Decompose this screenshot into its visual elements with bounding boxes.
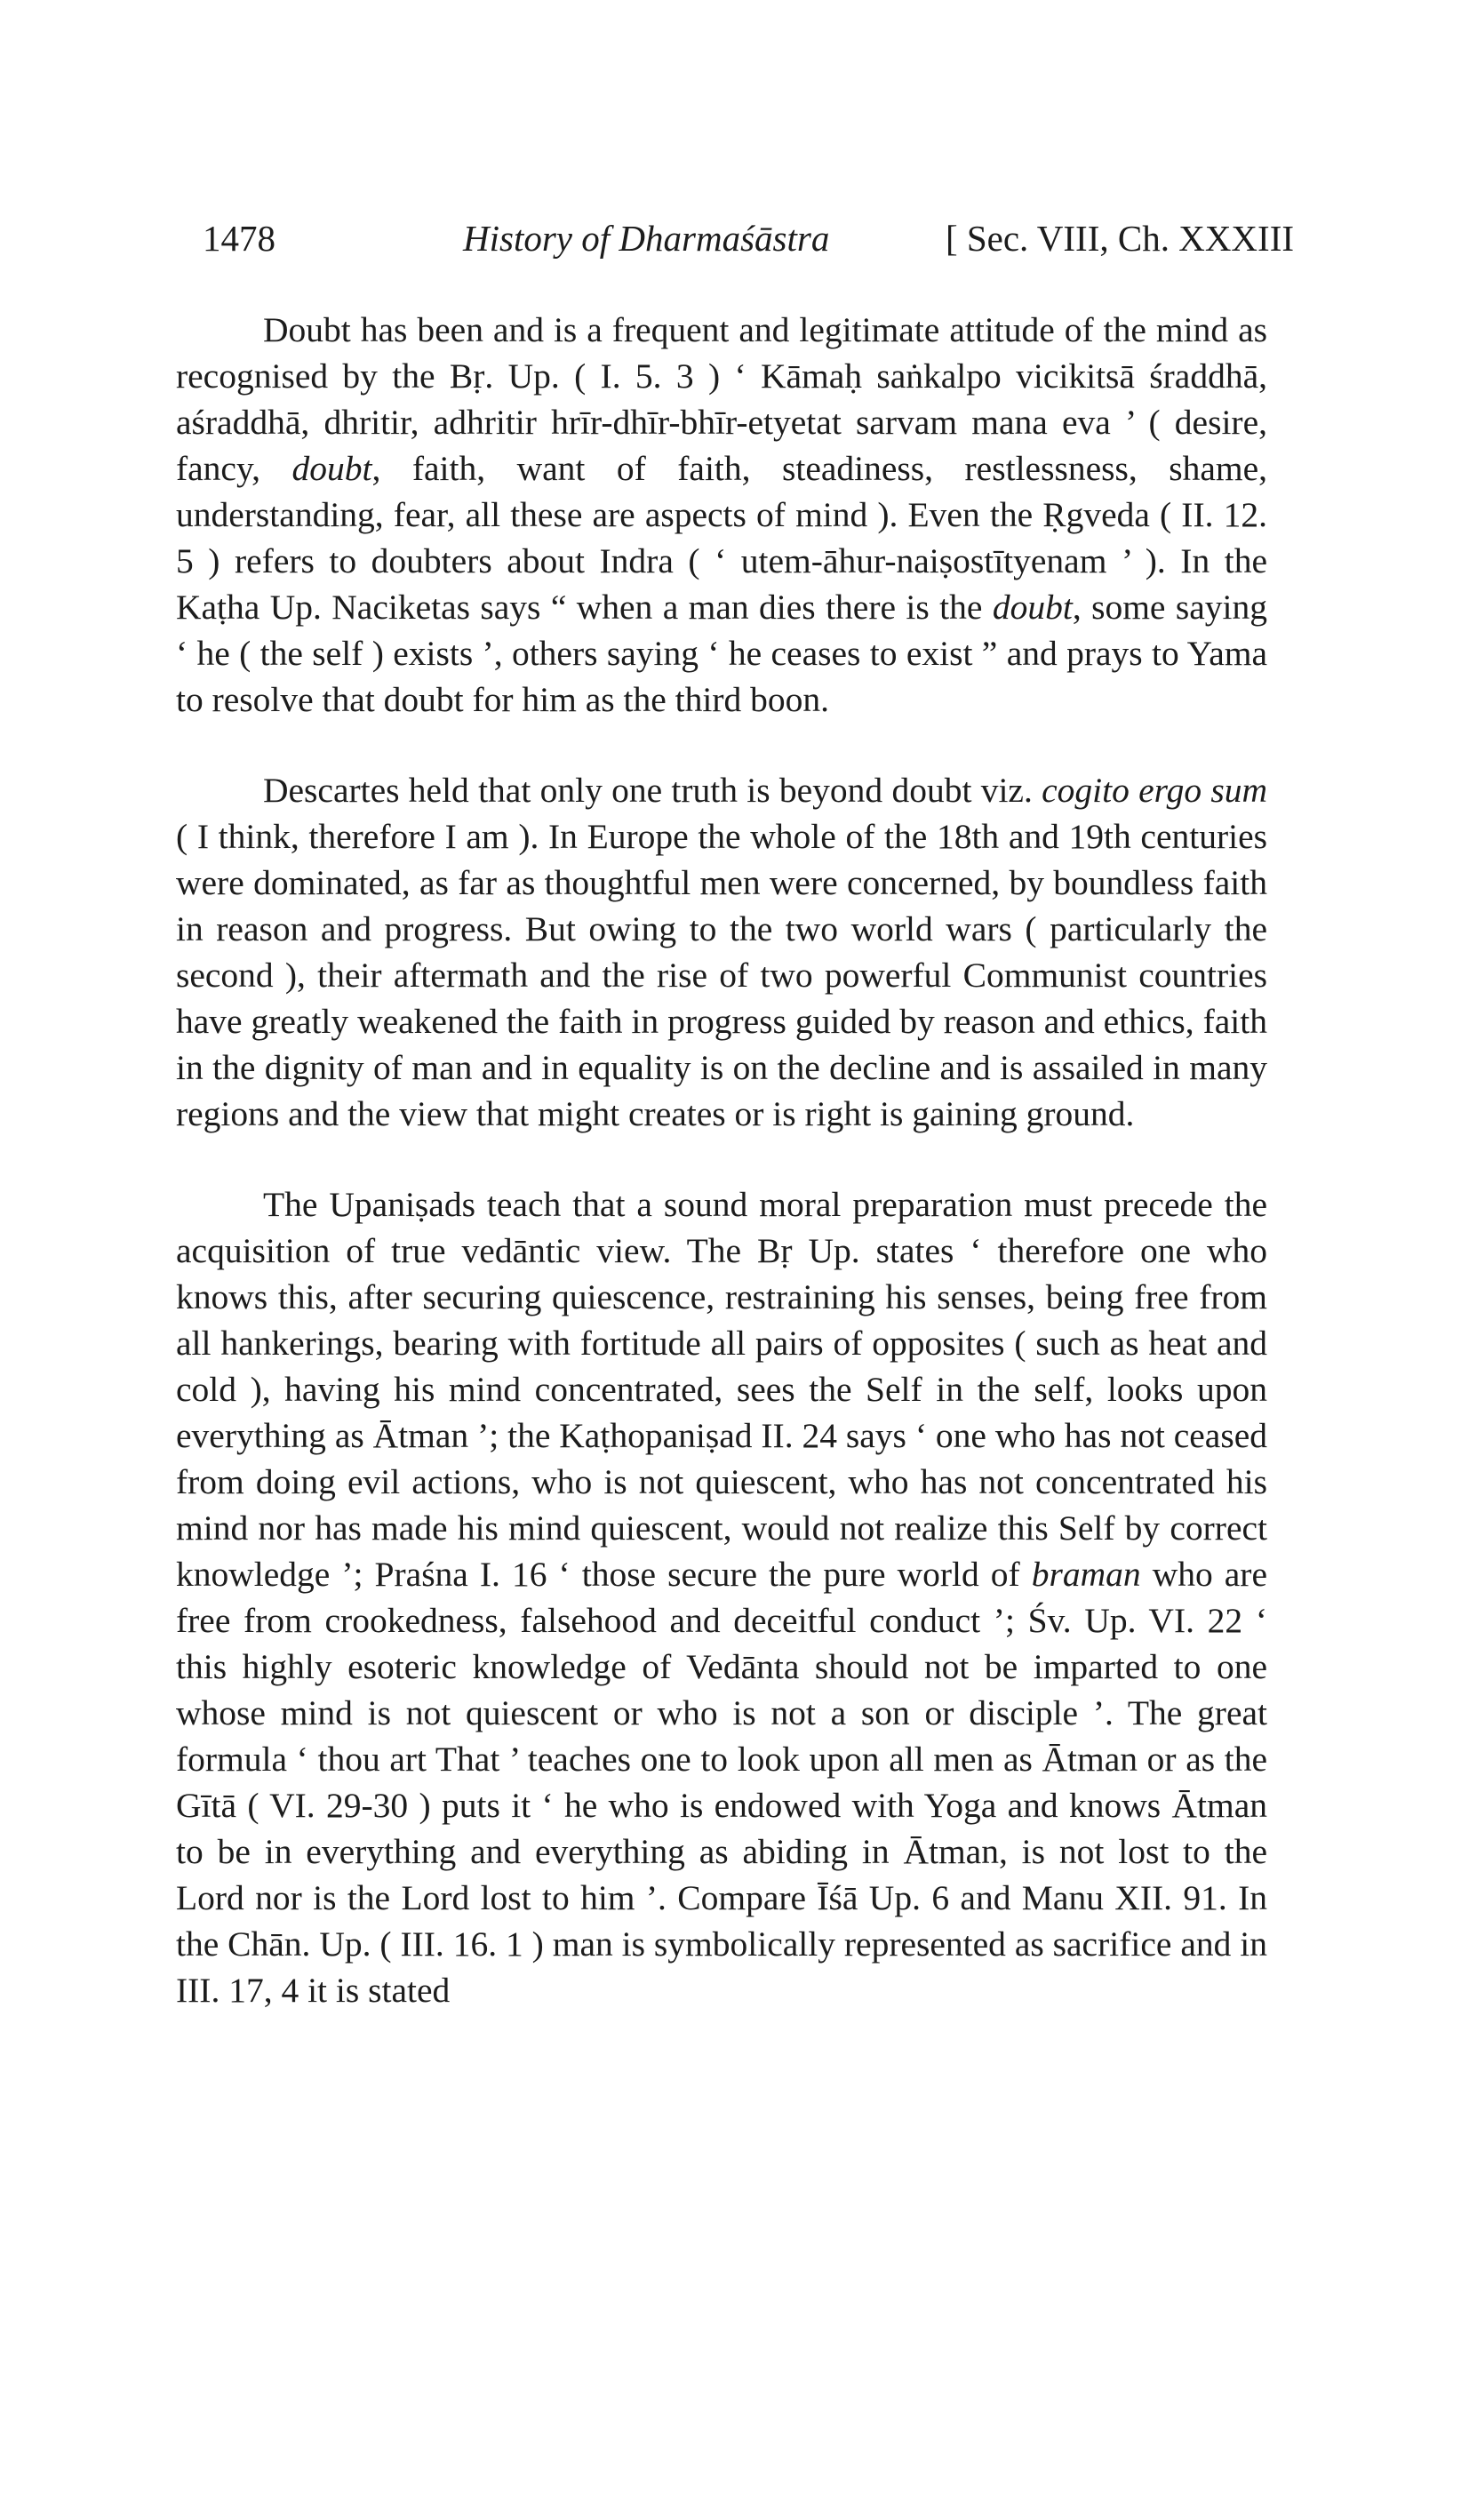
book-title: History of Dharmaśāstra: [463, 218, 830, 259]
body-text: [176, 307, 1267, 2013]
text-segment: Doubt has been and is a frequent and legitimate attitude of the mind as recognised by the Bṛ. Up. ( I. 5. 3 ) ‘ Kāmaḥ saṅkalpo vicikitsā śraddhā, aśraddhā, dhritir, adhritir hrīr-dhīr-bhīr-etyetat sarvam mana eva ’ ( desire, fancy,: [176, 310, 1267, 488]
paragraph-doubt: [176, 307, 1267, 723]
text-segment: The Upaniṣads teach that a sound moral preparation must precede the acquisition of true vedāntic view. The Bṛ Up. states ‘ therefore one who knows this, after securing quiescence, restraining his senses, being free from all hankerings, bearing with fortitude all pairs of opposites ( such as heat and cold ), having his mind concentrated, sees the Self in the self, looks upon everything as Ātman ’; the Kaṭhopaniṣad II. 24 says ‘ one who has not ceased from doing evil actions, who is not quiescent, who has not concentrated his mind nor has made his mind quiescent, would not realize this Self by correct knowledge ’; Praśna I. 16 ‘ those secure the pure world of: [176, 1185, 1267, 1594]
italic-term: doubt: [992, 588, 1073, 627]
italic-term: cogito ergo sum: [1042, 771, 1267, 810]
text-segment: Descartes held that only one truth is beyond doubt viz.: [263, 771, 1042, 810]
text-segment: ( I think, therefore I am ). In Europe the whole of the 18th and 19th centuries were dominated, as far as thoughtful men were concerned, by boundless faith in reason and progress. But owing to the two world wars ( particularly the second ), their aftermath and the rise of two powerful Communist countries have greatly weakened the faith in progress guided by reason and ethics, faith in the dignity of man and in equality is on the decline and is assailed in many regions and the view that might creates or is right is gaining ground.: [176, 817, 1267, 1133]
section-reference: [ Sec. VIII, Ch. XXXIII: [945, 218, 1294, 259]
page-number: 1478: [203, 218, 275, 259]
text-segment: , some saying ‘ he ( the self ) exists ’, others saying ‘ he ceases to exist ” and prays to Yama to resolve that doubt for him as the third boon.: [176, 588, 1267, 719]
page-header: [203, 212, 1294, 265]
text-segment: , faith, want of faith, steadiness, restlessness, shame, understanding, fear, all these are aspects of mind ). Even the Ṛgveda ( II. 12. 5 ) refers to doubters about Indra ( ‘ utem-āhur-naiṣostītyenam ’ ). In the Kaṭha Up. Naciketas says “ when a man dies there is the: [176, 449, 1267, 627]
paragraph-upanisads: [176, 1181, 1267, 2013]
italic-term: doubt: [291, 449, 372, 488]
running-title: [463, 212, 829, 265]
text-segment: who are free from crookedness, falsehood and deceitful conduct ’; Śv. Up. VI. 22 ‘ this highly esoteric knowledge of Vedānta should not be imparted to one whose mind is not quiescent or who is not a son or disciple ’. The great formula ‘ thou art That ’ teaches one to look upon all men as Ātman or as the Gītā ( VI. 29-30 ) puts it ‘ he who is endowed with Yoga and knows Ātman to be in everything and everything as abiding in Ātman, is not lost to the Lord nor is the Lord lost to him ’. Compare Īśā Up. 6 and Manu XII. 91. In the Chān. Up. ( III. 16. 1 ) man is symbolically represented as sacrifice and in III. 17, 4 it is stated: [176, 1555, 1267, 2010]
paragraph-descartes: [176, 767, 1267, 1137]
italic-term: braman: [1031, 1555, 1141, 1594]
